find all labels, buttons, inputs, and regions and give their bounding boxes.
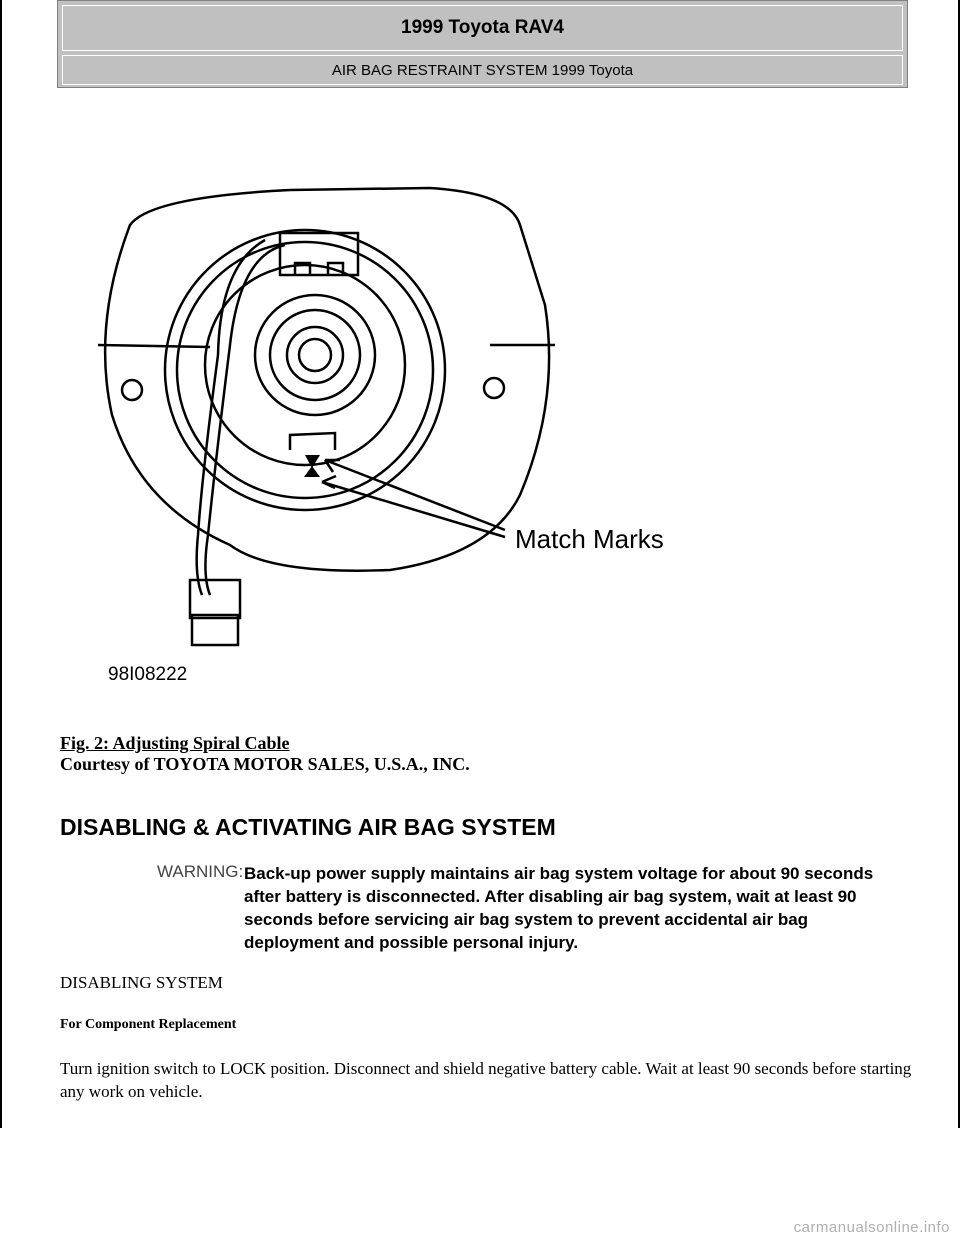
bottom-connector-lower [192,615,238,645]
hub-center [299,339,331,371]
spiral-cable-figure [90,185,710,705]
outer-ring [165,230,445,510]
warning-label: WARNING: [157,862,244,881]
document-header [57,0,908,88]
figure-code: 98I08222 [108,664,188,685]
hub-ring-mid [270,310,360,400]
page-border-left [0,0,2,1128]
mount-hole-right [484,378,504,398]
match-mark-lower [304,466,320,477]
match-mark-tab [290,433,335,450]
housing-line-left [98,345,210,347]
watermark: carmanualsonline.info [793,1219,950,1236]
warning-text: Back-up power supply maintains air bag system voltage for about 90 seconds after battery is disconnected. After disabling air bag system, wait at least 90 seconds before servicing air bag system to prevent accidental air bag deployment and possible personal injury. [244,864,874,952]
mount-hole-left [122,380,142,400]
disabling-paragraph: Turn ignition switch to LOCK position. Disconnect and shield negative battery cable. Wait at least 90 seconds before starting any work on vehicle. [60,1059,912,1101]
top-connector [280,233,358,275]
cable-left [205,245,285,595]
section-title: DISABLING & ACTIVATING AIR BAG SYSTEM [60,814,556,840]
header-subtitle: AIR BAG RESTRAINT SYSTEM 1999 Toyota [62,55,903,85]
callout-line-2 [322,482,505,537]
bottom-connector [190,580,240,618]
hub-ring-inner [287,327,343,383]
spiral-cable-diagram [90,185,710,705]
match-marks-label: Match Marks [515,524,664,554]
disabling-heading: DISABLING SYSTEM [60,973,223,992]
figure-caption: Fig. 2: Adjusting Spiral Cable [60,733,290,753]
component-replacement-heading: For Component Replacement [60,1017,237,1032]
callout-arrow-2 [322,476,336,488]
callout-line-1 [325,460,505,530]
header-title: 1999 Toyota RAV4 [62,5,903,51]
hub-ring-outer [255,295,375,415]
figure-courtesy: Courtesy of TOYOTA MOTOR SALES, U.S.A., INC. [60,754,470,774]
